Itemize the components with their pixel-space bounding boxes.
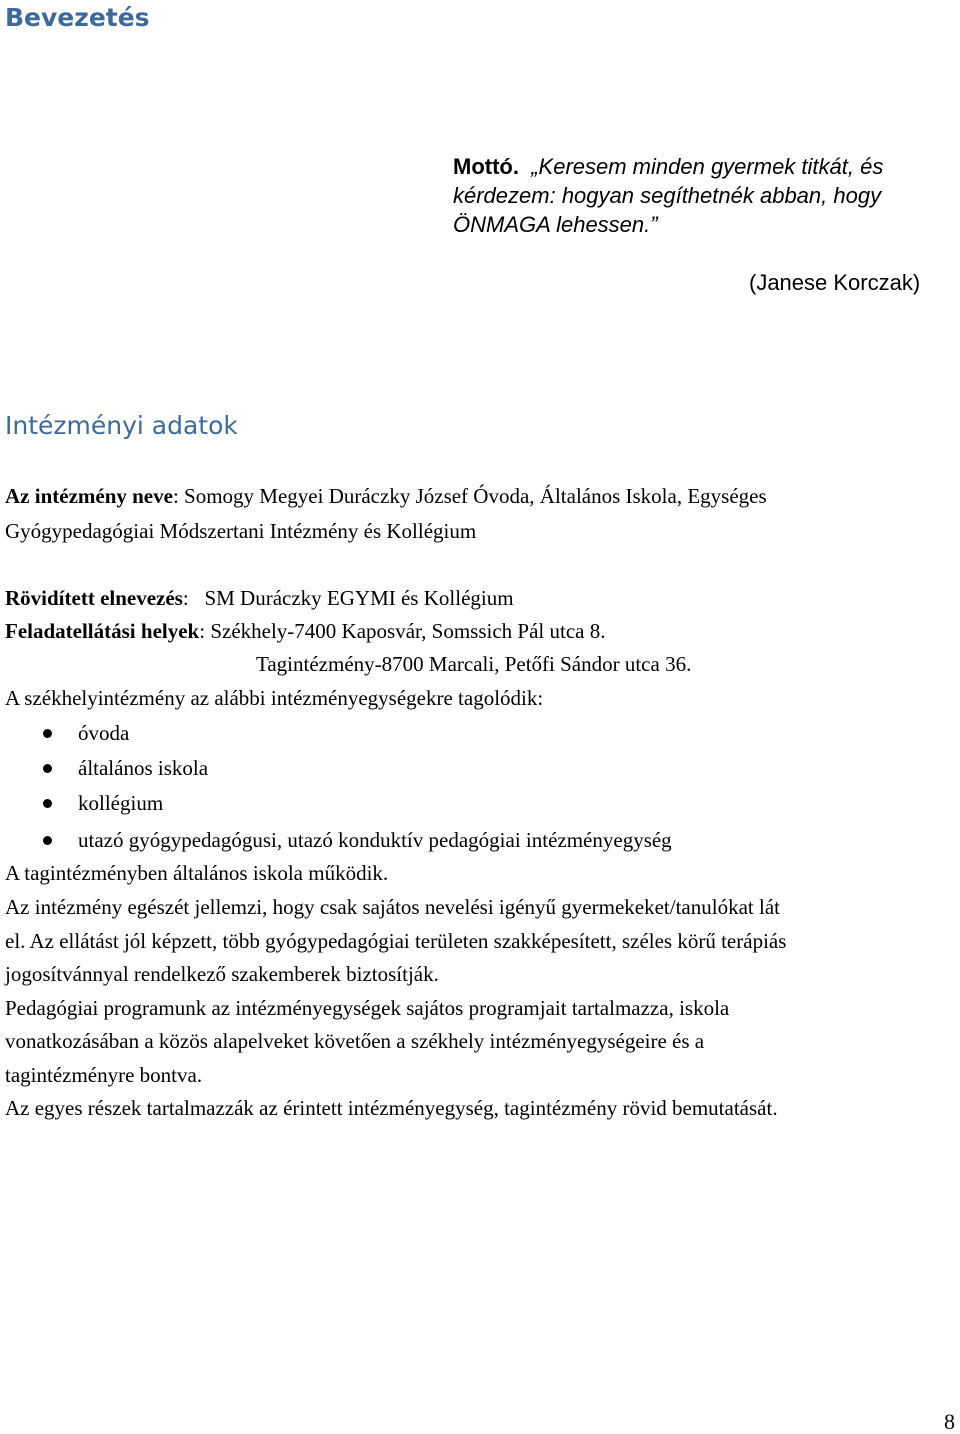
locations-line-1 — [5, 615, 606, 648]
motto-label: Mottó. — [453, 154, 519, 179]
institution-name-value: : Somogy Megyei Duráczky József Óvoda, Általános Iskola, Egységes — [172, 484, 767, 508]
body-line: jogosítvánnyal rendelkező szakemberek biztosítják. — [5, 962, 439, 986]
section-heading-institution: Intézményi adatok — [5, 411, 238, 440]
bullet-icon — [43, 729, 52, 738]
institution-name-line-2: Gyógypedagógiai Módszertani Intézmény és Kollégium — [5, 519, 477, 543]
body-line: el. Az ellátást jól képzett, több gyógypedagógiai területen szakképesített, széles körű terápiás — [5, 929, 787, 953]
body-line: Az egyes részek tartalmazzák az érintett intézményegység, tagintézmény rövid bemutatását. — [5, 1096, 778, 1120]
motto-quote-line-2: kérdezem: hogyan segíthetnék abban, hogy — [453, 183, 882, 208]
body-line: Pedagógiai programunk az intézményegységek sajátos programjait tartalmazza, iskola — [5, 996, 730, 1020]
location-headquarters: : Székhely-7400 Kaposvár, Somssich Pál utca 8. — [199, 619, 606, 643]
institution-name-label: Az intézmény neve — [5, 484, 173, 508]
body-line: vonatkozásában a közös alapelveket követően a székhely intézményegységeire és a — [5, 1029, 705, 1053]
section-heading-intro: Bevezetés — [5, 3, 150, 32]
bullet-icon — [43, 836, 52, 845]
list-item-text: kollégium — [78, 791, 164, 815]
body-line: tagintézményre bontva. — [5, 1063, 203, 1087]
short-name-line — [5, 582, 514, 615]
motto-author: (Janese Korczak) — [749, 270, 921, 295]
motto-quote-line-3: ÖNMAGA lehessen.” — [453, 212, 658, 237]
units-intro: A székhelyintézmény az alábbi intézményegységekre tagolódik: — [5, 686, 544, 710]
locations-label: Feladatellátási helyek — [5, 619, 200, 643]
list-item-text: utazó gyógypedagógusi, utazó konduktív pedagógiai intézményegység — [78, 828, 672, 852]
bullet-icon — [43, 799, 52, 808]
motto-line-1 — [453, 152, 883, 181]
body-line: A tagintézményben általános iskola működik. — [5, 861, 389, 885]
list-item-text: általános iskola — [78, 756, 209, 780]
motto-quote-line-1: „Keresem minden gyermek titkát, és — [531, 154, 884, 179]
short-name-value: : SM Duráczky EGYMI és Kollégium — [182, 586, 514, 610]
body-line: Az intézmény egészét jellemzi, hogy csak sajátos nevelési igényű gyermekeket/tanulókat lát — [5, 895, 780, 919]
location-member-institution: Tagintézmény-8700 Marcali, Petőfi Sándor utca 36. — [256, 652, 692, 676]
institution-name-line-1 — [5, 480, 767, 513]
bullet-icon — [43, 764, 52, 773]
short-name-label: Rövidített elnevezés — [5, 586, 183, 610]
page-number: 8 — [944, 1409, 955, 1434]
list-item-text: óvoda — [78, 721, 130, 745]
